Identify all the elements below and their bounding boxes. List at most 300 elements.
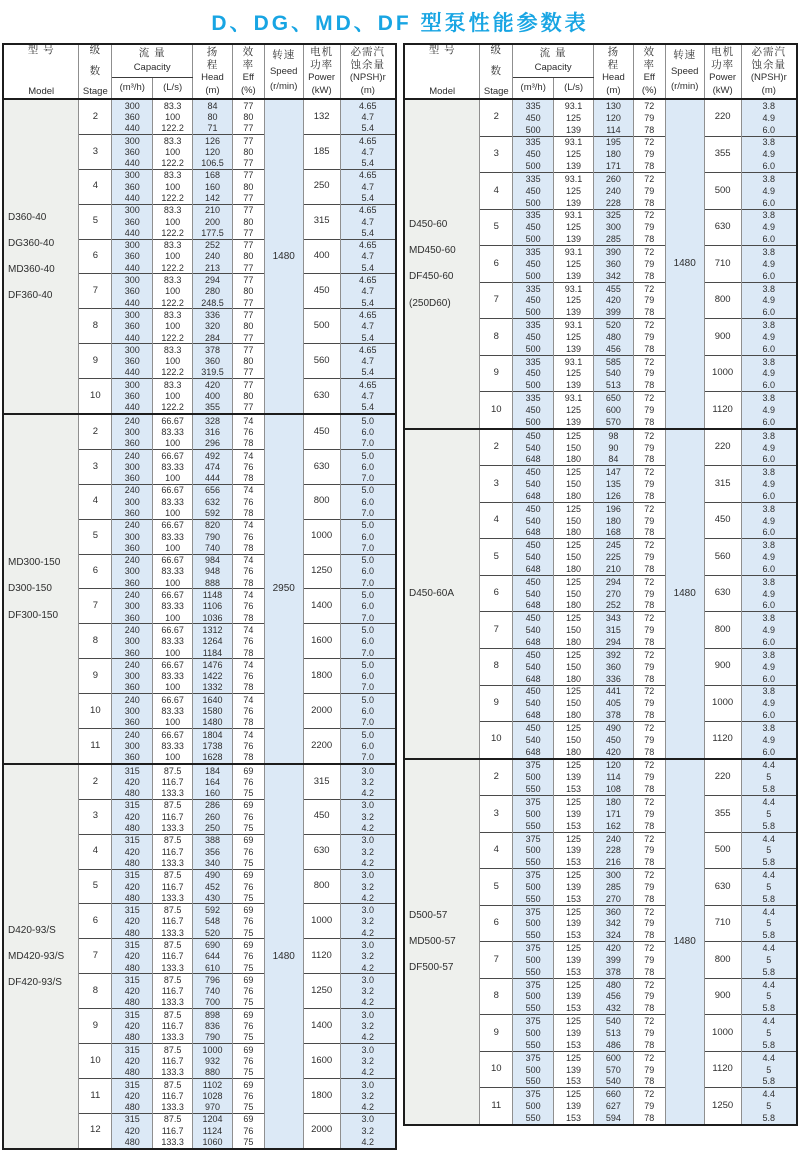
power-cell: 1250 bbox=[303, 554, 340, 589]
flow-ls-cell: 139 bbox=[554, 197, 594, 209]
eff-cell: 78 bbox=[633, 490, 665, 502]
eff-cell: 78 bbox=[232, 717, 264, 729]
head-cell: 177.5 bbox=[193, 227, 233, 239]
head-cell: 270 bbox=[593, 588, 633, 600]
head-cell: 1480 bbox=[193, 717, 233, 729]
flow-ls-cell: 139 bbox=[554, 416, 594, 429]
flow-m3h-cell: 420 bbox=[112, 1090, 153, 1101]
head-cell: 984 bbox=[193, 554, 233, 566]
flow-ls-cell: 100 bbox=[153, 181, 193, 192]
head-cell: 147 bbox=[593, 466, 633, 478]
flow-m3h-cell: 240 bbox=[112, 589, 153, 601]
npsh-cell: 5 bbox=[741, 918, 797, 930]
model-label: DF360-40 bbox=[8, 290, 53, 302]
npsh-cell: 4.4 bbox=[741, 832, 797, 844]
eff-cell: 76 bbox=[232, 531, 264, 542]
flow-ls-cell: 125 bbox=[554, 368, 594, 380]
eff-cell: 80 bbox=[232, 286, 264, 297]
eff-cell: 78 bbox=[232, 507, 264, 519]
head-cell: 240 bbox=[593, 185, 633, 197]
npsh-cell: 5 bbox=[741, 808, 797, 820]
flow-m3h-cell: 500 bbox=[513, 954, 554, 966]
eff-cell: 79 bbox=[633, 112, 665, 124]
flow-m3h-cell: 420 bbox=[112, 951, 153, 962]
head-cell: 660 bbox=[593, 1088, 633, 1100]
flow-m3h-cell: 500 bbox=[513, 124, 554, 136]
npsh-cell: 4.65 bbox=[340, 204, 396, 216]
stage-cell: 9 bbox=[480, 685, 513, 722]
head-cell: 1124 bbox=[193, 1125, 233, 1136]
flow-ls-cell: 83.3 bbox=[153, 344, 193, 356]
flow-m3h-cell: 480 bbox=[112, 788, 153, 800]
flow-ls-cell: 153 bbox=[554, 966, 594, 978]
stage-cell: 2 bbox=[480, 99, 513, 136]
power-cell: 500 bbox=[704, 173, 741, 210]
flow-m3h-cell: 648 bbox=[513, 709, 554, 721]
npsh-cell: 5.4 bbox=[340, 402, 396, 414]
eff-cell: 72 bbox=[633, 173, 665, 185]
head-cell: 160 bbox=[193, 788, 233, 800]
flow-m3h-cell: 375 bbox=[513, 978, 554, 990]
flow-m3h-cell: 648 bbox=[513, 636, 554, 648]
stage-cell: 5 bbox=[79, 869, 112, 904]
npsh-cell: 3.2 bbox=[340, 951, 396, 962]
eff-cell: 78 bbox=[633, 929, 665, 941]
eff-cell: 77 bbox=[232, 344, 264, 356]
head-cell: 294 bbox=[193, 274, 233, 286]
flow-m3h-cell: 360 bbox=[112, 473, 153, 485]
power-cell: 1000 bbox=[704, 1015, 741, 1052]
flow-ls-cell: 116.7 bbox=[153, 1055, 193, 1066]
npsh-cell: 5.0 bbox=[340, 729, 396, 741]
flow-ls-cell: 133.3 bbox=[153, 997, 193, 1009]
flow-ls-cell: 100 bbox=[153, 251, 193, 262]
flow-ls-cell: 100 bbox=[153, 356, 193, 367]
power-cell: 1120 bbox=[704, 722, 741, 759]
power-cell: 630 bbox=[704, 575, 741, 612]
flow-m3h-cell: 300 bbox=[112, 461, 153, 472]
eff-cell: 75 bbox=[232, 927, 264, 939]
npsh-cell: 6.0 bbox=[340, 461, 396, 472]
head-cell: 970 bbox=[193, 1102, 233, 1114]
eff-cell: 78 bbox=[633, 527, 665, 539]
stage-cell: 2 bbox=[79, 99, 112, 134]
eff-cell: 77 bbox=[232, 332, 264, 344]
flow-m3h-cell: 360 bbox=[112, 181, 153, 192]
flow-m3h-cell: 360 bbox=[112, 146, 153, 157]
head-cell: 420 bbox=[193, 379, 233, 391]
flow-ls-cell: 139 bbox=[554, 343, 594, 355]
flow-ls-cell: 153 bbox=[554, 1002, 594, 1014]
power-cell: 2200 bbox=[303, 729, 340, 764]
npsh-cell: 4.7 bbox=[340, 251, 396, 262]
npsh-cell: 4.2 bbox=[340, 1102, 396, 1114]
npsh-cell: 3.8 bbox=[741, 612, 797, 624]
head-cell: 1332 bbox=[193, 682, 233, 694]
eff-cell: 79 bbox=[633, 881, 665, 893]
eff-cell: 78 bbox=[633, 673, 665, 685]
npsh-cell: 3.8 bbox=[741, 429, 797, 442]
flow-m3h-cell: 500 bbox=[513, 270, 554, 282]
eff-cell: 69 bbox=[232, 1009, 264, 1021]
stage-cell: 5 bbox=[480, 209, 513, 246]
flow-ls-cell: 122.2 bbox=[153, 402, 193, 414]
flow-ls-cell: 125 bbox=[554, 978, 594, 990]
head-cell: 420 bbox=[593, 746, 633, 759]
npsh-cell: 7.0 bbox=[340, 717, 396, 729]
head-cell: 513 bbox=[593, 379, 633, 391]
npsh-cell: 4.9 bbox=[741, 221, 797, 233]
npsh-cell: 5.4 bbox=[340, 297, 396, 309]
npsh-cell: 5 bbox=[741, 771, 797, 783]
flow-ls-cell: 116.7 bbox=[153, 846, 193, 857]
flow-ls-cell: 125 bbox=[554, 404, 594, 416]
col-header-model: 型 号 Model bbox=[404, 44, 480, 99]
eff-cell: 74 bbox=[232, 589, 264, 601]
flow-m3h-cell: 360 bbox=[112, 438, 153, 450]
head-cell: 570 bbox=[593, 1064, 633, 1076]
flow-ls-cell: 180 bbox=[554, 527, 594, 539]
npsh-cell: 6.0 bbox=[741, 600, 797, 612]
flow-ls-cell: 125 bbox=[554, 832, 594, 844]
head-cell: 948 bbox=[193, 566, 233, 577]
flow-ls-cell: 100 bbox=[153, 438, 193, 450]
flow-m3h-cell: 300 bbox=[112, 379, 153, 391]
flow-ls-cell: 122.2 bbox=[153, 297, 193, 309]
stage-cell: 3 bbox=[480, 466, 513, 503]
stage-cell: 7 bbox=[79, 589, 112, 624]
col-header-head: 扬 程 Head (m) bbox=[593, 44, 633, 99]
head-cell: 399 bbox=[593, 306, 633, 318]
flow-m3h-cell: 360 bbox=[112, 286, 153, 297]
model-label: DF450-60 bbox=[409, 271, 454, 283]
eff-cell: 80 bbox=[232, 181, 264, 192]
flow-m3h-cell: 500 bbox=[513, 1064, 554, 1076]
flow-ls-cell: 122.2 bbox=[153, 157, 193, 169]
head-cell: 210 bbox=[193, 204, 233, 216]
npsh-cell: 4.9 bbox=[741, 331, 797, 343]
eff-cell: 72 bbox=[633, 539, 665, 551]
eff-cell: 74 bbox=[232, 659, 264, 671]
eff-cell: 78 bbox=[232, 577, 264, 589]
npsh-cell: 4.9 bbox=[741, 185, 797, 197]
col-header-speed: 转速 Speed (r/min) bbox=[264, 44, 303, 99]
eff-cell: 76 bbox=[232, 811, 264, 822]
eff-cell: 79 bbox=[633, 258, 665, 270]
flow-m3h-cell: 300 bbox=[112, 671, 153, 682]
npsh-cell: 7.0 bbox=[340, 647, 396, 659]
flow-m3h-cell: 450 bbox=[513, 539, 554, 551]
head-cell: 492 bbox=[193, 449, 233, 461]
head-cell: 796 bbox=[193, 974, 233, 986]
flow-m3h-cell: 300 bbox=[112, 740, 153, 751]
npsh-cell: 4.4 bbox=[741, 1015, 797, 1027]
eff-cell: 78 bbox=[232, 438, 264, 450]
stage-cell: 4 bbox=[480, 502, 513, 539]
flow-m3h-cell: 450 bbox=[513, 685, 554, 697]
eff-cell: 72 bbox=[633, 136, 665, 148]
eff-cell: 79 bbox=[633, 515, 665, 527]
flow-ls-cell: 116.7 bbox=[153, 776, 193, 787]
head-cell: 1028 bbox=[193, 1090, 233, 1101]
flow-ls-cell: 139 bbox=[554, 844, 594, 856]
flow-ls-cell: 150 bbox=[554, 442, 594, 454]
npsh-cell: 3.8 bbox=[741, 575, 797, 587]
stage-cell: 6 bbox=[79, 554, 112, 589]
stage-cell: 10 bbox=[79, 1044, 112, 1079]
model-cell bbox=[404, 759, 480, 1125]
eff-cell: 78 bbox=[633, 379, 665, 391]
npsh-cell: 6.0 bbox=[741, 160, 797, 172]
flow-ls-cell: 87.5 bbox=[153, 869, 193, 881]
npsh-cell: 4.4 bbox=[741, 978, 797, 990]
npsh-cell: 3.8 bbox=[741, 648, 797, 660]
eff-cell: 76 bbox=[232, 881, 264, 892]
head-cell: 184 bbox=[193, 764, 233, 776]
flow-ls-cell: 87.5 bbox=[153, 1009, 193, 1021]
flow-m3h-cell: 360 bbox=[112, 682, 153, 694]
head-cell: 260 bbox=[193, 811, 233, 822]
flow-m3h-cell: 360 bbox=[112, 577, 153, 589]
power-cell: 1400 bbox=[303, 1009, 340, 1044]
power-cell: 400 bbox=[303, 239, 340, 274]
flow-ls-cell: 100 bbox=[153, 473, 193, 485]
eff-cell: 77 bbox=[232, 123, 264, 135]
flow-m3h-cell: 500 bbox=[513, 808, 554, 820]
head-cell: 1312 bbox=[193, 624, 233, 636]
flow-ls-cell: 116.7 bbox=[153, 916, 193, 927]
head-cell: 300 bbox=[593, 869, 633, 881]
flow-ls-cell: 139 bbox=[554, 160, 594, 172]
flow-m3h-cell: 480 bbox=[112, 1032, 153, 1044]
eff-cell: 79 bbox=[633, 954, 665, 966]
npsh-cell: 4.9 bbox=[741, 661, 797, 673]
power-cell: 1400 bbox=[303, 589, 340, 624]
npsh-cell: 3.0 bbox=[340, 799, 396, 811]
head-cell: 1000 bbox=[193, 1044, 233, 1056]
head-cell: 228 bbox=[593, 197, 633, 209]
eff-cell: 76 bbox=[232, 566, 264, 577]
flow-ls-cell: 133.3 bbox=[153, 1136, 193, 1148]
npsh-cell: 6.0 bbox=[741, 197, 797, 209]
eff-cell: 78 bbox=[633, 893, 665, 905]
head-cell: 700 bbox=[193, 997, 233, 1009]
flow-ls-cell: 150 bbox=[554, 515, 594, 527]
pump-table-right bbox=[403, 43, 798, 1126]
npsh-cell: 3.0 bbox=[340, 1113, 396, 1125]
power-cell: 630 bbox=[303, 379, 340, 414]
flow-ls-cell: 87.5 bbox=[153, 904, 193, 916]
flow-ls-cell: 83.3 bbox=[153, 99, 193, 111]
flow-m3h-cell: 300 bbox=[112, 99, 153, 111]
flow-m3h-cell: 450 bbox=[513, 722, 554, 734]
npsh-cell: 4.2 bbox=[340, 927, 396, 939]
npsh-cell: 5.8 bbox=[741, 1076, 797, 1088]
power-cell: 1000 bbox=[704, 685, 741, 722]
head-cell: 592 bbox=[193, 904, 233, 916]
flow-m3h-cell: 300 bbox=[112, 636, 153, 647]
npsh-cell: 4.7 bbox=[340, 356, 396, 367]
flow-ls-cell: 66.67 bbox=[153, 484, 193, 496]
npsh-cell: 5.4 bbox=[340, 227, 396, 239]
npsh-cell: 6.0 bbox=[340, 671, 396, 682]
power-cell: 900 bbox=[704, 978, 741, 1015]
power-cell: 1800 bbox=[303, 659, 340, 694]
flow-ls-cell: 66.67 bbox=[153, 729, 193, 741]
eff-cell: 69 bbox=[232, 939, 264, 951]
flow-m3h-cell: 375 bbox=[513, 1051, 554, 1063]
power-cell: 450 bbox=[303, 274, 340, 309]
flow-m3h-cell: 360 bbox=[112, 612, 153, 624]
eff-cell: 79 bbox=[633, 551, 665, 563]
eff-cell: 79 bbox=[633, 588, 665, 600]
eff-cell: 78 bbox=[633, 856, 665, 868]
npsh-cell: 3.8 bbox=[741, 539, 797, 551]
eff-cell: 78 bbox=[633, 1039, 665, 1051]
flow-m3h-cell: 360 bbox=[112, 647, 153, 659]
tables-container bbox=[0, 43, 800, 1150]
head-cell: 836 bbox=[193, 1020, 233, 1031]
flow-ls-cell: 125 bbox=[554, 796, 594, 808]
flow-m3h-cell: 360 bbox=[112, 752, 153, 764]
power-cell: 1120 bbox=[704, 392, 741, 429]
head-cell: 690 bbox=[193, 939, 233, 951]
flow-ls-cell: 125 bbox=[554, 429, 594, 442]
col-header-m3h: (m³/h) bbox=[513, 78, 554, 100]
head-cell: 180 bbox=[593, 148, 633, 160]
head-cell: 171 bbox=[593, 160, 633, 172]
eff-cell: 72 bbox=[633, 648, 665, 660]
npsh-cell: 4.9 bbox=[741, 258, 797, 270]
eff-cell: 72 bbox=[633, 942, 665, 954]
flow-ls-cell: 125 bbox=[554, 466, 594, 478]
npsh-cell: 4.9 bbox=[741, 112, 797, 124]
npsh-cell: 6.0 bbox=[340, 496, 396, 507]
flow-ls-cell: 66.67 bbox=[153, 694, 193, 706]
npsh-cell: 3.0 bbox=[340, 869, 396, 881]
stage-cell: 9 bbox=[480, 1015, 513, 1052]
eff-cell: 75 bbox=[232, 1067, 264, 1079]
eff-cell: 75 bbox=[232, 822, 264, 834]
flow-m3h-cell: 420 bbox=[112, 881, 153, 892]
stage-cell: 8 bbox=[79, 309, 112, 344]
flow-m3h-cell: 480 bbox=[112, 1136, 153, 1148]
flow-m3h-cell: 240 bbox=[112, 729, 153, 741]
flow-ls-cell: 125 bbox=[554, 1051, 594, 1063]
flow-ls-cell: 66.67 bbox=[153, 519, 193, 531]
head-cell: 315 bbox=[593, 624, 633, 636]
flow-m3h-cell: 450 bbox=[513, 295, 554, 307]
flow-ls-cell: 153 bbox=[554, 929, 594, 941]
flow-m3h-cell: 300 bbox=[112, 531, 153, 542]
flow-ls-cell: 139 bbox=[554, 991, 594, 1003]
flow-ls-cell: 93.1 bbox=[554, 319, 594, 331]
head-cell: 490 bbox=[193, 869, 233, 881]
flow-m3h-cell: 420 bbox=[112, 811, 153, 822]
eff-cell: 72 bbox=[633, 319, 665, 331]
npsh-cell: 3.2 bbox=[340, 916, 396, 927]
head-cell: 324 bbox=[593, 929, 633, 941]
stage-cell: 5 bbox=[79, 204, 112, 239]
power-cell: 800 bbox=[704, 282, 741, 319]
npsh-cell: 4.7 bbox=[340, 181, 396, 192]
power-cell: 450 bbox=[303, 414, 340, 449]
col-header-power: 电机 功率 Power (kW) bbox=[303, 44, 340, 99]
eff-cell: 72 bbox=[633, 575, 665, 587]
flow-m3h-cell: 648 bbox=[513, 527, 554, 539]
npsh-cell: 4.7 bbox=[340, 321, 396, 332]
head-cell: 296 bbox=[193, 438, 233, 450]
flow-m3h-cell: 540 bbox=[513, 442, 554, 454]
stage-cell: 9 bbox=[79, 344, 112, 379]
head-cell: 336 bbox=[193, 309, 233, 321]
model-cell bbox=[404, 429, 480, 759]
flow-m3h-cell: 500 bbox=[513, 771, 554, 783]
eff-cell: 72 bbox=[633, 355, 665, 367]
flow-m3h-cell: 375 bbox=[513, 832, 554, 844]
flow-m3h-cell: 300 bbox=[112, 169, 153, 181]
head-cell: 319.5 bbox=[193, 367, 233, 379]
npsh-cell: 4.9 bbox=[741, 515, 797, 527]
power-cell: 355 bbox=[704, 796, 741, 833]
head-cell: 1184 bbox=[193, 647, 233, 659]
npsh-cell: 3.2 bbox=[340, 811, 396, 822]
col-header-head: 扬 程 Head (m) bbox=[193, 44, 233, 99]
head-cell: 392 bbox=[593, 648, 633, 660]
flow-ls-cell: 180 bbox=[554, 563, 594, 575]
head-cell: 84 bbox=[593, 453, 633, 465]
flow-ls-cell: 139 bbox=[554, 233, 594, 245]
flow-ls-cell: 133.3 bbox=[153, 788, 193, 800]
npsh-cell: 7.0 bbox=[340, 752, 396, 764]
head-cell: 1580 bbox=[193, 705, 233, 716]
eff-cell: 79 bbox=[633, 771, 665, 783]
head-cell: 360 bbox=[593, 905, 633, 917]
npsh-cell: 4.9 bbox=[741, 404, 797, 416]
flow-m3h-cell: 550 bbox=[513, 1112, 554, 1125]
npsh-cell: 4.4 bbox=[741, 869, 797, 881]
head-cell: 1476 bbox=[193, 659, 233, 671]
col-header-eff: 效 率 Eff (%) bbox=[232, 44, 264, 99]
head-cell: 120 bbox=[593, 759, 633, 772]
npsh-cell: 4.7 bbox=[340, 390, 396, 401]
power-cell: 560 bbox=[303, 344, 340, 379]
flow-ls-cell: 122.2 bbox=[153, 227, 193, 239]
flow-ls-cell: 133.3 bbox=[153, 1102, 193, 1114]
eff-cell: 79 bbox=[633, 734, 665, 746]
flow-ls-cell: 93.1 bbox=[554, 282, 594, 294]
stage-cell: 8 bbox=[480, 648, 513, 685]
flow-ls-cell: 87.5 bbox=[153, 974, 193, 986]
npsh-cell: 3.0 bbox=[340, 939, 396, 951]
pump-table-left bbox=[2, 43, 397, 1150]
power-cell: 315 bbox=[303, 204, 340, 239]
flow-m3h-cell: 540 bbox=[513, 551, 554, 563]
npsh-cell: 3.0 bbox=[340, 1044, 396, 1056]
flow-ls-cell: 125 bbox=[554, 905, 594, 917]
eff-cell: 79 bbox=[633, 1100, 665, 1112]
col-header-ls: (L/s) bbox=[153, 78, 193, 100]
flow-m3h-cell: 335 bbox=[513, 99, 554, 112]
npsh-cell: 4.9 bbox=[741, 551, 797, 563]
col-header-m3h: (m³/h) bbox=[112, 78, 153, 100]
flow-ls-cell: 125 bbox=[554, 1015, 594, 1027]
eff-cell: 75 bbox=[232, 1136, 264, 1148]
flow-m3h-cell: 335 bbox=[513, 246, 554, 258]
stage-cell: 10 bbox=[480, 1051, 513, 1088]
power-cell: 800 bbox=[704, 612, 741, 649]
eff-cell: 76 bbox=[232, 496, 264, 507]
